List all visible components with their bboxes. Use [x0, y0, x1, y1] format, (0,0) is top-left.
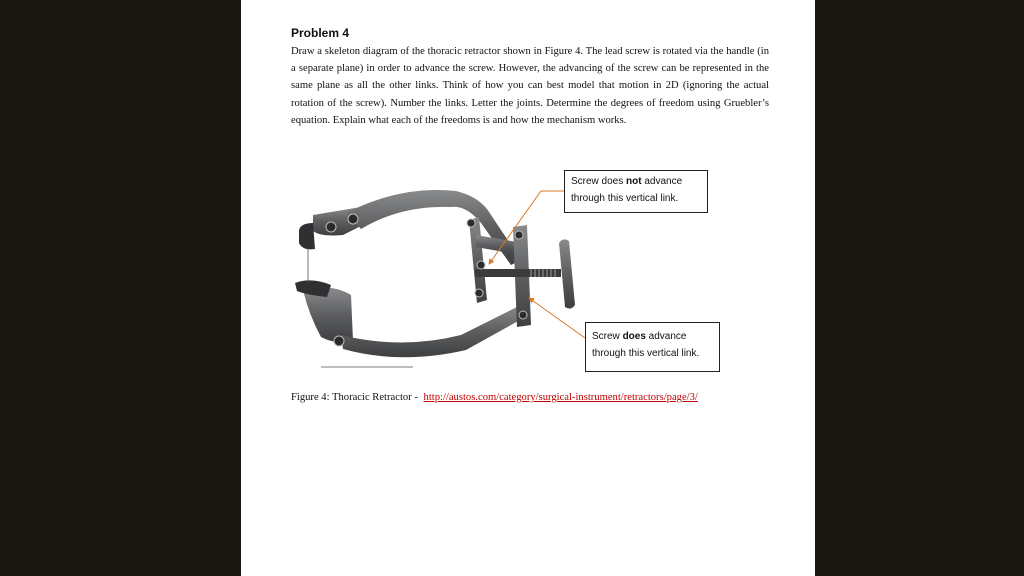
- callout-screw-does-advance: Screw does advance through this vertical link.: [585, 322, 720, 372]
- figure-caption: [291, 392, 698, 403]
- upper-blade-tip: [299, 223, 315, 249]
- document-page: [241, 0, 815, 576]
- screw-handle: [559, 239, 575, 308]
- screw-threads: [531, 269, 555, 277]
- upper-arm: [346, 190, 521, 265]
- lower-arm: [341, 305, 529, 357]
- problem-heading: Problem 4: [291, 26, 350, 40]
- callout-screw-not-advance: Screw does not advance through this vertical link.: [564, 170, 708, 213]
- lower-blade: [303, 287, 353, 342]
- caption-label: Figure 4: Thoracic Retractor -: [291, 392, 418, 403]
- caption-link[interactable]: http://austos.com/category/surgical-instrument/retractors/page/3/: [423, 392, 698, 403]
- lead-screw: [475, 269, 561, 277]
- lower-blade-tip: [295, 280, 331, 297]
- problem-text: Draw a skeleton diagram of the thoracic retractor shown in Figure 4. The lead screw is rotated via the handle (in a separate plane) in order to advance the screw. However, the advancing of the screw can be represented in the same plane as all the other links. Think of how you can best model that motion in 2D (ignoring the actual rotation of the screw). Number the links. Letter the joints. Determine the degrees of freedom using Gruebler’s equation. Explain what each of the freedoms is and how the mechanism works.: [291, 46, 769, 126]
